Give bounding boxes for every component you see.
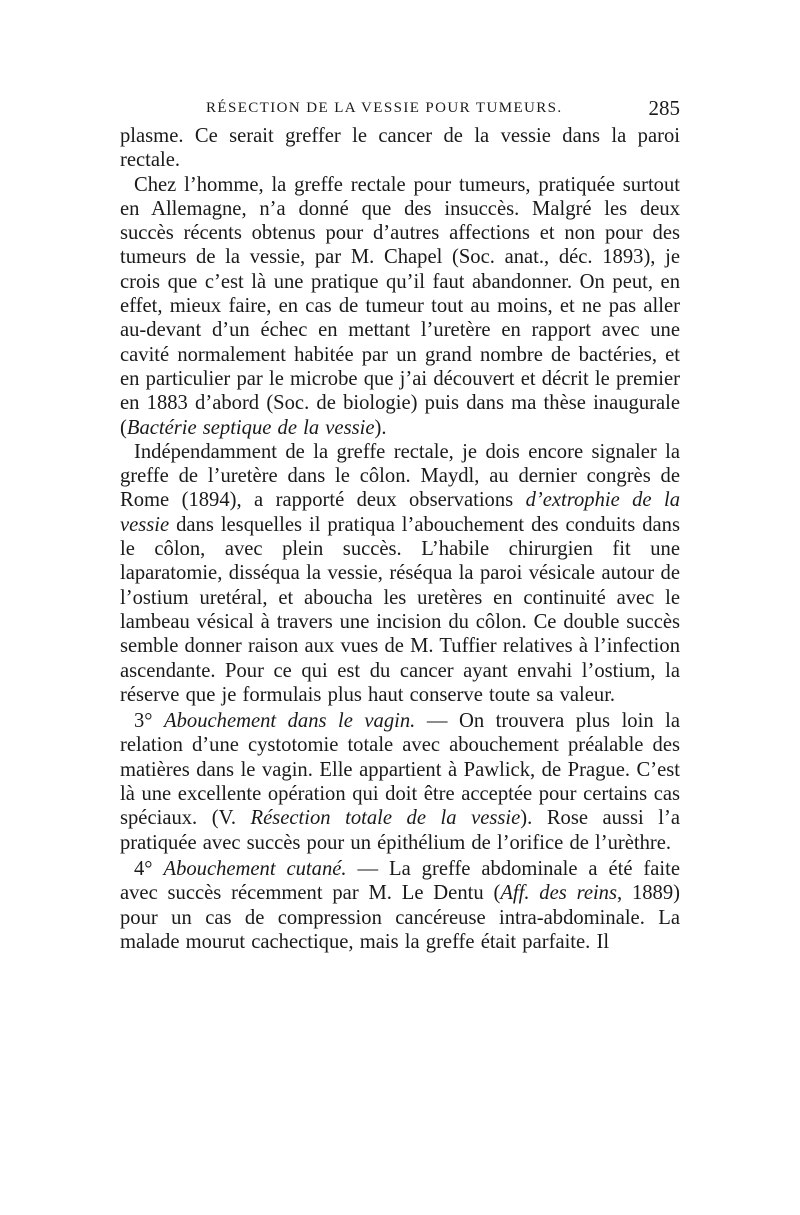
page-body (120, 124, 680, 954)
section-number: 4° (134, 857, 164, 880)
page-header (120, 96, 680, 126)
paragraph-text: Indépendamment de la greffe rectale, je dois encore signaler la greffe de l’uretère dans le côlon. Maydl, au dernier congrès de Rome (1894), a rapporté deux observations (120, 440, 680, 512)
paragraph-text-end: ). (374, 416, 387, 439)
section-vagin (120, 709, 680, 855)
italic-reference: Bactérie septique de la vessie (126, 416, 375, 439)
running-title: RÉSECTION DE LA VESSIE POUR TUMEURS. (206, 100, 563, 116)
section-heading: Abouchement dans le vagin. (164, 710, 416, 733)
section-text: — La greffe abdominale a été faite avec succès récemment par M. Le Dentu ( (120, 857, 680, 905)
paragraph-continuation: plasme. Ce serait greffer le cancer de la vessie dans la paroi rectale. (120, 125, 680, 172)
paragraph-text: Chez l’homme, la greffe rectale pour tumeurs, pratiquée surtout en Allemagne, n’a donné que des insuccès. Malgré les deux succès récents obtenus pour d’autres affections et non pour des tumeurs de la vessie, par M. Chapel (Soc. anat., déc. 1893), je crois que c’est là une pratique qu’il faut abandonner. On peut, en effet, mieux faire, en cas de tumeur tout au moins, et ne pas aller au-devant d’un échec en mettant l’uretère en rapport avec une cavité normalement habitée par un grand nombre de bactéries, et en particulier par le microbe que j’ai découvert et décrit le premier en 1883 d’abord (Soc. de biologie) puis dans ma thèse inaugurale ( (120, 173, 680, 439)
section-text-continued: ). Rose aussi l’a pratiquée avec succès pour un épithélium de l’orifice de l’urèthre. (120, 807, 680, 854)
paragraph-rectal-graft (120, 173, 680, 440)
section-cutane (120, 857, 680, 954)
italic-reference: Résection totale de la vessie (250, 807, 521, 830)
section-text-continued: , 1889) pour un cas de compression cancéreuse intra-abdominale. La malade mourut cachectique, mais la greffe était parfaite. Il (120, 882, 681, 953)
section-heading: Abouchement cutané. (163, 857, 347, 880)
page-number: 285 (648, 96, 680, 120)
section-number: 3° (134, 710, 165, 733)
section-text: — On trouvera plus loin la relation d’une cystotomie totale avec abouchement préalable des matières dans le vagin. Elle appartient à Pawlick, de Prague. C’est là une excellente opération qui doit être acceptée pour certains cas spéciaux. (V. (120, 710, 680, 830)
italic-term: d’extrophie de la vessie (120, 489, 680, 536)
paragraph-text-continued: dans lesquelles il pratiqua l’abouchement des conduits dans le côlon, avec plein succès. L’habile chirurgien fit une laparatomie, disséqua la vessie, réséqua la paroi vésicale autour de l’ostium uretéral, et aboucha les uretères en continuité avec le lambeau vésical à travers une incision du côlon. Ce double succès semble donner raison aux vues de M. Tuffier relatives à l’infection ascendante. Pour ce qui est du cancer ayant envahi l’ostium, la réserve que je formulais plus haut conserve toute sa valeur. (120, 513, 680, 706)
paragraph-colon-graft (120, 440, 680, 707)
italic-reference: Aff. des reins (500, 882, 617, 905)
